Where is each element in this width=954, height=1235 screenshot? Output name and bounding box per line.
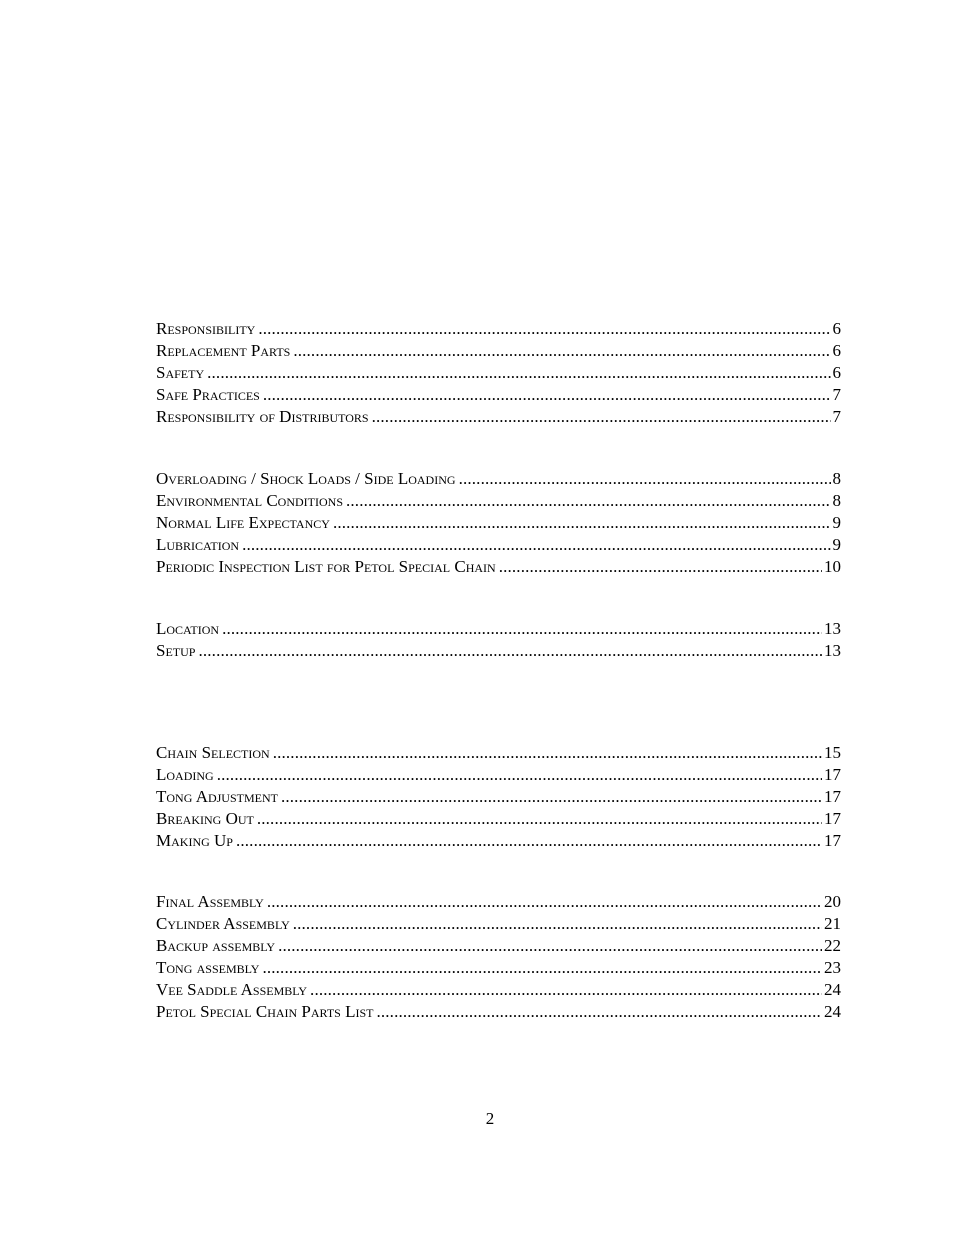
toc-entry[interactable] bbox=[156, 318, 841, 340]
toc-entry-page: 6 bbox=[832, 319, 841, 338]
toc-leader bbox=[293, 913, 822, 935]
toc-leader bbox=[278, 935, 822, 957]
toc-entry-page: 20 bbox=[824, 892, 841, 911]
toc-entry-title: Cylinder Assembly bbox=[156, 914, 290, 933]
toc-entry[interactable] bbox=[156, 808, 841, 830]
toc-leader bbox=[242, 534, 830, 556]
toc-entry[interactable] bbox=[156, 979, 841, 1001]
toc-entry-page: 15 bbox=[824, 743, 841, 762]
toc-entry-title: Safety bbox=[156, 363, 205, 382]
toc-entry[interactable] bbox=[156, 556, 841, 578]
toc-entry[interactable] bbox=[156, 490, 841, 512]
page-number: 2 bbox=[485, 1109, 495, 1128]
toc-entry-page: 17 bbox=[824, 809, 841, 828]
toc-entry-title: Setup bbox=[156, 641, 196, 660]
toc-entry[interactable] bbox=[156, 830, 841, 852]
toc-entry-page: 7 bbox=[832, 407, 841, 426]
toc-entry-title: Safe Practices bbox=[156, 385, 260, 404]
toc-entry-page: 10 bbox=[824, 557, 841, 576]
toc-leader bbox=[273, 742, 822, 764]
toc-leader bbox=[459, 468, 831, 490]
toc-entry-title: Overloading / Shock Loads / Side Loading bbox=[156, 469, 456, 488]
toc-entry[interactable] bbox=[156, 957, 841, 979]
toc-entry-page: 13 bbox=[824, 641, 841, 660]
toc-entry-page: 8 bbox=[832, 469, 841, 488]
toc-entry-title: Breaking Out bbox=[156, 809, 254, 828]
toc-entry-page: 17 bbox=[824, 787, 841, 806]
toc-group-assembly bbox=[156, 891, 841, 1023]
toc-entry[interactable] bbox=[156, 512, 841, 534]
toc-entry[interactable] bbox=[156, 340, 841, 362]
toc-entry[interactable] bbox=[156, 534, 841, 556]
toc-leader bbox=[499, 556, 822, 578]
toc-entry-title: Lubrication bbox=[156, 535, 240, 554]
toc-entry[interactable] bbox=[156, 891, 841, 913]
toc-leader bbox=[262, 957, 822, 979]
toc-entry-page: 9 bbox=[832, 513, 841, 532]
toc-entry-title: Backup assembly bbox=[156, 936, 276, 955]
toc-entry[interactable] bbox=[156, 742, 841, 764]
toc-leader bbox=[236, 830, 822, 852]
toc-entry-title: Location bbox=[156, 619, 220, 638]
toc-entry-page: 22 bbox=[824, 936, 841, 955]
toc-entry-page: 24 bbox=[824, 1002, 841, 1021]
toc-entry[interactable] bbox=[156, 640, 841, 662]
toc-leader bbox=[267, 891, 822, 913]
toc-leader bbox=[346, 490, 831, 512]
toc-entry-page: 17 bbox=[824, 831, 841, 850]
toc-entry-page: 7 bbox=[832, 385, 841, 404]
toc-entry-title: Chain Selection bbox=[156, 743, 270, 762]
toc-entry[interactable] bbox=[156, 935, 841, 957]
toc-entry-title: Responsibility bbox=[156, 319, 256, 338]
toc-leader bbox=[372, 406, 831, 428]
toc-leader bbox=[207, 362, 830, 384]
toc-entry-page: 23 bbox=[824, 958, 841, 977]
toc-leader bbox=[258, 318, 830, 340]
toc-leader bbox=[257, 808, 822, 830]
toc-entry[interactable] bbox=[156, 468, 841, 490]
toc-entry-page: 13 bbox=[824, 619, 841, 638]
toc-entry-page: 21 bbox=[824, 914, 841, 933]
toc-entry-title: Environmental Conditions bbox=[156, 491, 343, 510]
toc-leader bbox=[222, 618, 822, 640]
toc-entry-title: Responsibility of Distributors bbox=[156, 407, 369, 426]
toc-entry-title: Replacement Parts bbox=[156, 341, 291, 360]
toc-entry[interactable] bbox=[156, 618, 841, 640]
toc-leader bbox=[263, 384, 831, 406]
toc-entry[interactable] bbox=[156, 362, 841, 384]
toc-entry-title: Tong assembly bbox=[156, 958, 260, 977]
toc-leader bbox=[293, 340, 830, 362]
toc-group-maintenance bbox=[156, 468, 841, 578]
toc-leader bbox=[376, 1001, 822, 1023]
toc-entry[interactable] bbox=[156, 764, 841, 786]
toc-leader bbox=[217, 764, 822, 786]
toc-entry-title: Making Up bbox=[156, 831, 233, 850]
toc-entry[interactable] bbox=[156, 786, 841, 808]
toc-leader bbox=[333, 512, 831, 534]
toc-group-general bbox=[156, 318, 841, 428]
toc-group-operation bbox=[156, 742, 841, 852]
toc-entry-page: 24 bbox=[824, 980, 841, 999]
toc-entry-page: 17 bbox=[824, 765, 841, 784]
toc-entry-title: Vee Saddle Assembly bbox=[156, 980, 308, 999]
toc-entry-title: Periodic Inspection List for Petol Special Chain bbox=[156, 557, 496, 576]
toc-entry-title: Tong Adjustment bbox=[156, 787, 278, 806]
toc-entry[interactable] bbox=[156, 913, 841, 935]
toc-group-installation bbox=[156, 618, 841, 662]
toc-entry-title: Loading bbox=[156, 765, 214, 784]
toc-leader bbox=[198, 640, 822, 662]
toc-entry-page: 6 bbox=[832, 341, 841, 360]
toc-leader bbox=[281, 786, 822, 808]
toc-entry-page: 6 bbox=[832, 363, 841, 382]
toc-entry[interactable] bbox=[156, 406, 841, 428]
toc-leader bbox=[310, 979, 822, 1001]
toc-entry[interactable] bbox=[156, 1001, 841, 1023]
toc-entry[interactable] bbox=[156, 384, 841, 406]
toc-entry-title: Normal Life Expectancy bbox=[156, 513, 330, 532]
toc-entry-title: Final Assembly bbox=[156, 892, 264, 911]
toc-entry-title: Petol Special Chain Parts List bbox=[156, 1002, 374, 1021]
toc-entry-page: 9 bbox=[832, 535, 841, 554]
toc-entry-page: 8 bbox=[832, 491, 841, 510]
